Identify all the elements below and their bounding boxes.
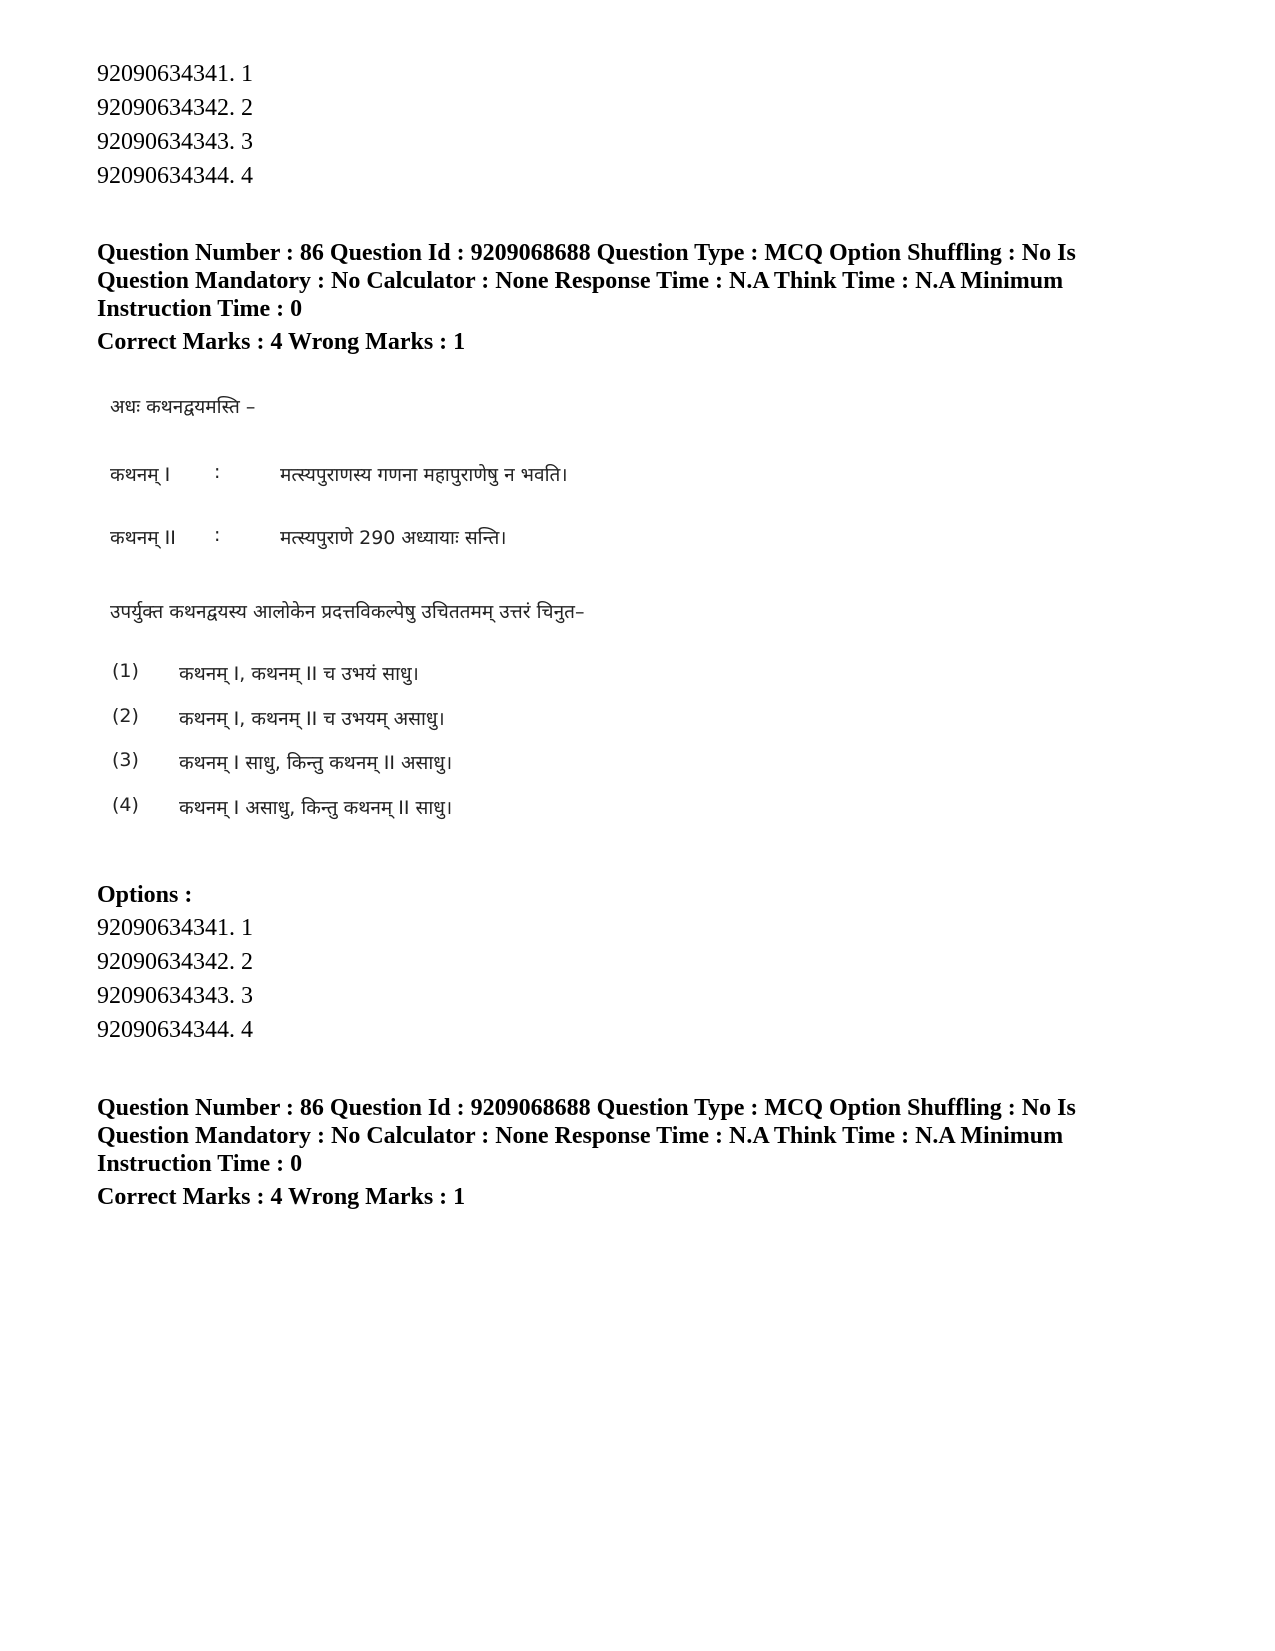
question-marks: Correct Marks : 4 Wrong Marks : 1	[97, 1184, 466, 1210]
choice-text: कथनम् I, कथनम् II च उभयम् असाधु।	[179, 708, 445, 730]
question-instruction: उपर्युक्त कथनद्वयस्य आलोकेन प्रदत्तविकल्पेषु उचिततमम् उत्तरं चिनुत–	[110, 601, 585, 623]
question-marks: Correct Marks : 4 Wrong Marks : 1	[97, 329, 466, 355]
statement-text: मत्स्यपुराणे 290 अध्यायाः सन्ति।	[280, 527, 507, 549]
option-line: 92090634341. 1	[97, 61, 253, 87]
choice-text: कथनम् I असाधु, किन्तु कथनम् II साधु।	[179, 797, 453, 819]
choice-number: (4)	[112, 794, 139, 816]
option-line: 92090634342. 2	[97, 949, 253, 975]
choice-text: कथनम् I, कथनम् II च उभयं साधु।	[179, 663, 419, 685]
choice-number: (2)	[112, 705, 139, 727]
statement-label: कथनम् II	[110, 527, 176, 549]
question-meta: Question Number : 86 Question Id : 9209068688 Question Type : MCQ Option Shuffling : No Is Question Mandatory : No Calculator : None Response Time : N.A Think Time : N.A Minimum Instruction Time : 0	[97, 1095, 1076, 1177]
option-line: 92090634343. 3	[97, 983, 253, 1009]
statement-separator: :	[214, 524, 221, 546]
statement-text: मत्स्यपुराणस्य गणना महापुराणेषु न भवति।	[280, 464, 568, 486]
option-line: 92090634342. 2	[97, 95, 253, 121]
question-body	[110, 395, 670, 855]
option-line: 92090634344. 4	[97, 163, 253, 189]
choice-number: (3)	[112, 749, 139, 771]
question-intro: अधः कथनद्वयमस्ति –	[110, 396, 256, 418]
option-line: 92090634344. 4	[97, 1017, 253, 1043]
question-meta: Question Number : 86 Question Id : 9209068688 Question Type : MCQ Option Shuffling : No Is Question Mandatory : No Calculator : None Response Time : N.A Think Time : N.A Minimum Instruction Time : 0	[97, 240, 1076, 322]
options-label: Options :	[97, 882, 193, 908]
option-line: 92090634341. 1	[97, 915, 253, 941]
statement-separator: :	[214, 461, 221, 483]
top-options-list	[97, 57, 253, 193]
choice-number: (1)	[112, 660, 139, 682]
option-line: 92090634343. 3	[97, 129, 253, 155]
choice-text: कथनम् I साधु, किन्तु कथनम् II असाधु।	[179, 752, 453, 774]
options-list	[97, 911, 253, 1047]
statement-label: कथनम् I	[110, 464, 171, 486]
